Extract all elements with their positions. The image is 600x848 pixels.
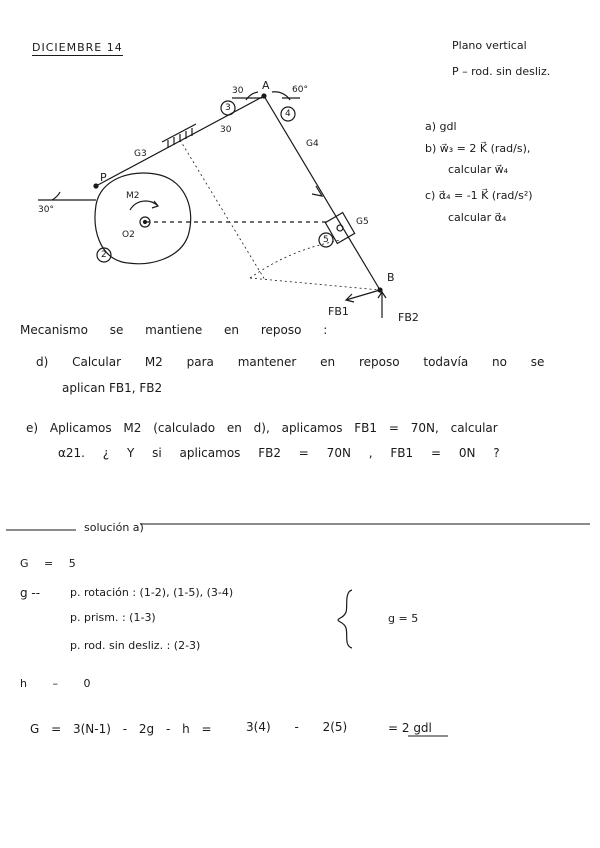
label-body-3: 3 [225,103,231,113]
solution-g-label: g -- [20,586,41,600]
solution-n: G = 5 [20,557,76,570]
plane-note: Plano vertical [452,39,527,52]
question-d-line1: d) Calcular M2 para mantener en reposo todavía no se [36,355,545,369]
label-angle-30-left: 30° [38,205,54,215]
rolling-note: P – rod. sin desliz. [452,65,551,78]
question-e-line2: α21. ¿ Y si aplicamos FB2 = 70N , FB1 = 0N ? [58,446,500,460]
label-angle-30-top: 30 [232,86,244,96]
label-point-a: A [262,79,270,92]
date-heading: DICIEMBRE 14 [32,41,123,54]
question-a: a) gdl [425,120,457,133]
label-point-p: P [100,171,107,184]
label-body-2: 2 [101,250,107,260]
question-b-line1: b) w⃗₃ = 2 K⃗ (rad/s), [425,142,531,155]
mechanism-intro: Mecanismo se mantiene en reposo : [20,323,328,337]
label-angle-30-mid: 30 [220,125,232,135]
label-force-fb2: FB2 [398,311,419,324]
solution-formula-middle: 3(4) - 2(5) [246,720,348,734]
label-m2: M2 [126,191,140,201]
label-g3: G3 [134,149,147,159]
label-angle-60: 60° [292,85,308,95]
label-g4: G4 [306,139,319,149]
label-point-b: B [387,271,395,284]
question-c-line1: c) α⃗₄ = -1 K⃗ (rad/s²) [425,189,533,202]
solution-formula-result: = 2 gdl [388,721,432,735]
label-o2: O2 [122,230,135,240]
question-b-line2: calcular w⃗₄ [448,163,509,176]
solution-prismatic-pairs: p. prism. : (1-3) [70,611,156,624]
label-g5: G5 [356,217,369,227]
label-body-5: 5 [323,235,329,245]
question-e-line1: e) Aplicamos M2 (calculado en d), aplicamos FB1 = 70N, calcular [26,421,498,435]
solution-rolling-pairs: p. rod. sin desliz. : (2-3) [70,639,201,652]
solution-h: h – 0 [20,677,91,690]
label-body-4: 4 [285,109,291,119]
solution-g-total: g = 5 [388,612,419,625]
solution-formula-left: G = 3(N-1) - 2g - h = [30,722,212,736]
question-c-line2: calcular α⃗₄ [448,211,507,224]
label-force-fb1: FB1 [328,305,349,318]
solution-heading: solución a) [84,521,144,534]
solution-rotation-pairs: p. rotación : (1-2), (1-5), (3-4) [70,586,234,599]
question-d-line2: aplican FB1, FB2 [62,381,163,395]
